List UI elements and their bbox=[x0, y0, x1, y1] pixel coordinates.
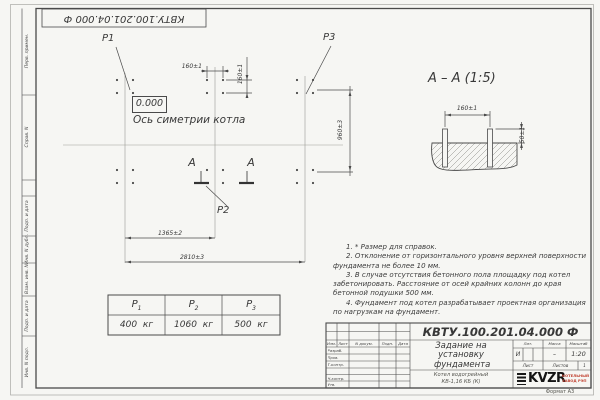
tb-sheet-label: Лист bbox=[522, 362, 534, 368]
dim-col-spacing: 1365±2 bbox=[157, 229, 183, 237]
title-block-document-title: Задание на установку фундамента bbox=[434, 340, 491, 370]
tb-row-nkontr: Н.контр. bbox=[327, 375, 345, 381]
load-point-label-p2: P2 bbox=[217, 205, 230, 216]
top-stamp-doc-number: КВТУ.100.201.04.000 Ф bbox=[63, 13, 185, 24]
tb-scale-label: Масштаб bbox=[569, 341, 588, 346]
margin-label-podp-data-2: Подп. и дата bbox=[25, 300, 30, 332]
dim-section-bolt-spacing: 160±1 bbox=[456, 105, 478, 112]
p2-sub: 2 bbox=[194, 305, 199, 312]
kvzr-logo-text: KVZR bbox=[528, 371, 566, 386]
tb-row-prov: Пров. bbox=[327, 355, 339, 361]
margin-label-perv-primen: Перв. примен. bbox=[25, 33, 30, 69]
margin-label-vzam-inv: Взам. инв. N bbox=[25, 264, 30, 294]
tb-lit-value: И bbox=[515, 351, 521, 358]
section-dimension-lines bbox=[445, 111, 525, 150]
section-letter-left: А bbox=[188, 156, 196, 169]
dim-bolt-spacing-h: 160±1 bbox=[181, 62, 202, 70]
title-block-product-name: Котел водогрейный КВ-1,16 КБ (К) bbox=[433, 372, 489, 385]
kvzr-caption-line1: КОТЕЛЬНЫЙ bbox=[562, 374, 590, 378]
kvzr-logo-caption bbox=[562, 374, 591, 385]
section-letter-right: А bbox=[247, 156, 255, 169]
margin-label-inv-dubl: Инв. N дубл. bbox=[25, 233, 30, 265]
tb-header-data: Дата bbox=[398, 340, 408, 346]
boiler-symmetry-axis-label: Ось симетрии котла bbox=[133, 114, 246, 126]
loads-table-header-p1 bbox=[108, 295, 165, 315]
section-view-title: А – А (1:5) bbox=[428, 71, 496, 86]
p2-base: Р bbox=[188, 299, 195, 310]
tb-row-razrab: Разраб. bbox=[327, 348, 343, 354]
margin-label-podp-data-1: Подп. и дата bbox=[25, 200, 30, 232]
tb-scale-value: 1:20 bbox=[571, 350, 586, 358]
tb-header-podp: Подп. bbox=[381, 340, 394, 346]
tb-mass-label: Масса bbox=[548, 341, 561, 346]
format-note: Формат А3 bbox=[545, 388, 575, 395]
loads-table-value-p1: 400 кг bbox=[119, 320, 154, 330]
section-anchor-bolts bbox=[443, 129, 493, 167]
kvzr-coil-logo-icon bbox=[517, 373, 526, 385]
plan-centerlines bbox=[63, 67, 343, 263]
tb-sheets-label: Листов bbox=[552, 362, 569, 368]
level-mark: 0.000 bbox=[132, 96, 167, 113]
section-cut-marks bbox=[194, 171, 254, 183]
dim-total-width: 2810±3 bbox=[179, 253, 205, 261]
tb-lit-label: Лит. bbox=[523, 341, 533, 346]
loads-table-value-p2: 1060 кг bbox=[174, 320, 213, 330]
loads-table-header-p3 bbox=[222, 295, 280, 315]
dim-row-spacing: 960±3 bbox=[337, 119, 344, 141]
load-point-label-p3: P3 bbox=[323, 32, 336, 43]
tb-header-ndoc: N докум. bbox=[355, 340, 373, 346]
tb-row-tkontr: Т.контр. bbox=[327, 362, 344, 368]
dim-bolt-spacing-v: 160±1 bbox=[237, 63, 244, 85]
loads-table-header-p2 bbox=[165, 295, 222, 315]
note-1: 1. * Размер для справок. bbox=[346, 243, 437, 251]
p1-sub: 1 bbox=[137, 305, 142, 312]
loads-table-value-p3: 500 кг bbox=[234, 320, 268, 330]
note-2: 2. Отклонение от горизонтального уровня верхней поверхности фундамента не более 10 мм. bbox=[333, 252, 587, 270]
p3-base: Р bbox=[246, 299, 253, 310]
dim-section-protrusion: 50±1 bbox=[519, 126, 526, 144]
tb-sheets-value: 1 bbox=[583, 362, 586, 368]
note-3: 3. В случае отсутствия бетонного пола площадку под котел забетонировать. Расстояние от осей крайних колонн до края бетонной подушки 500 мм. bbox=[333, 270, 571, 298]
tb-header-list: Лист bbox=[338, 340, 348, 346]
margin-label-inv-podl: Инв. N подл. bbox=[25, 346, 30, 378]
margin-label-sprav-n: Справ. N bbox=[25, 126, 30, 148]
load-point-label-p1: P1 bbox=[102, 33, 115, 44]
technical-notes bbox=[333, 243, 591, 317]
title-block-doc-number: КВТУ.100.201.04.000 Ф bbox=[422, 324, 579, 339]
kvzr-caption-line2: ЗАВОД РЭП bbox=[562, 379, 587, 384]
p3-sub: 3 bbox=[252, 305, 256, 312]
p1-base: Р bbox=[131, 299, 138, 310]
note-4: 4. Фундамент под котел разрабатывает проектная организация по нагрузкам на фундамент. bbox=[333, 298, 586, 317]
tb-mass-value: – bbox=[553, 351, 556, 358]
tb-header-izm: Изм. bbox=[327, 340, 336, 346]
tb-row-utv: Утв. bbox=[327, 382, 336, 388]
